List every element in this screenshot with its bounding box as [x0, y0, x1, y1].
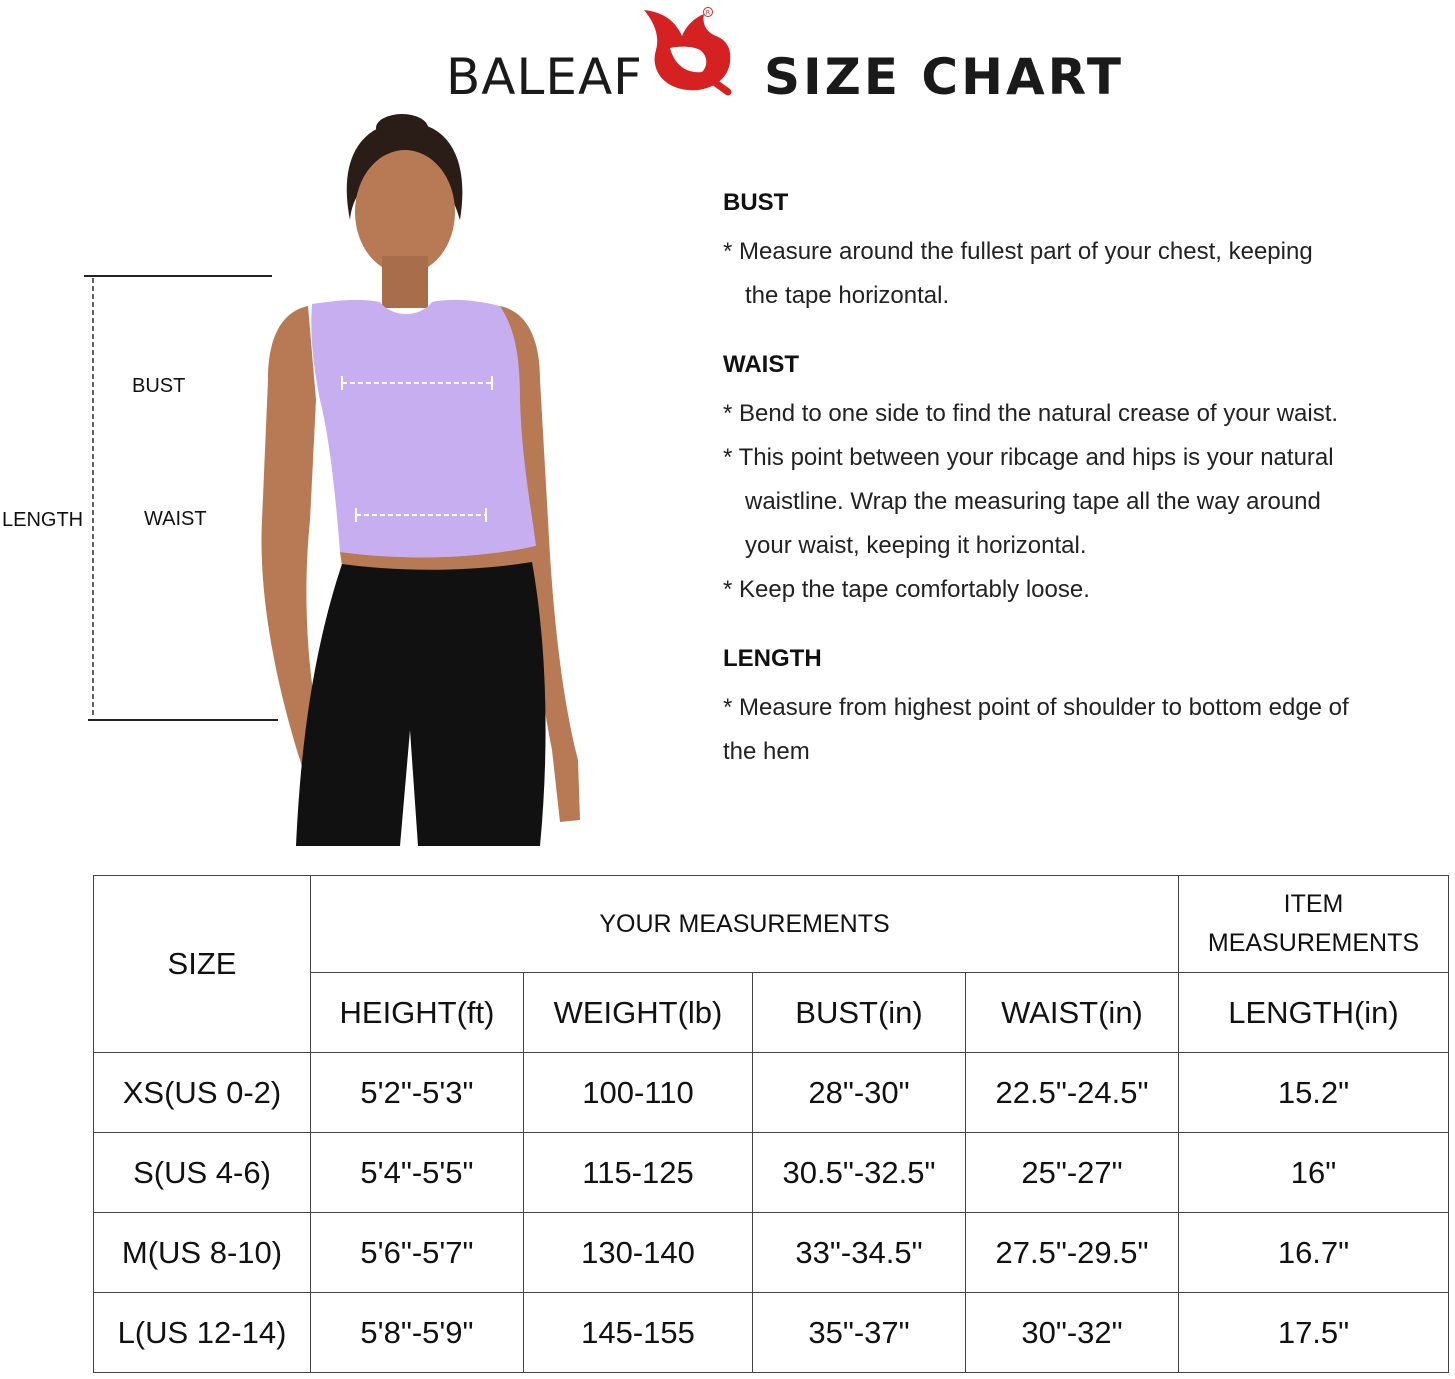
bust-instruction: * Measure around the fullest part of your chest, keeping	[723, 238, 1313, 265]
column-header: WAIST(in)	[966, 973, 1179, 1053]
table-cell: 5'6"-5'7"	[311, 1213, 524, 1293]
table-cell: 25"-27"	[966, 1133, 1179, 1213]
size-cell: M(US 8-10)	[94, 1213, 311, 1293]
table-row	[94, 1293, 1449, 1373]
size-table	[93, 875, 1449, 1373]
length-heading: LENGTH	[723, 645, 822, 672]
table-cell: 5'2"-5'3"	[311, 1053, 524, 1133]
table-cell: 30.5"-32.5"	[753, 1133, 966, 1213]
table-cell: 145-155	[524, 1293, 753, 1373]
size-header: SIZE	[94, 876, 311, 1053]
length-label: LENGTH	[2, 509, 84, 531]
waist-heading: WAIST	[723, 351, 799, 378]
your-measurements-header: YOUR MEASUREMENTS	[311, 876, 1179, 973]
length-instruction: * Measure from highest point of shoulder to bottom edge of	[723, 694, 1349, 721]
baleaf-leaf-logo-icon	[636, 6, 738, 98]
waist-label: WAIST	[144, 508, 207, 530]
table-cell: 16.7"	[1179, 1213, 1449, 1293]
table-row	[94, 1133, 1449, 1213]
size-cell: XS(US 0-2)	[94, 1053, 311, 1133]
table-header-row	[94, 876, 1449, 973]
column-header: WEIGHT(lb)	[524, 973, 753, 1053]
waist-instruction: * Bend to one side to find the natural crease of your waist.	[723, 400, 1339, 427]
bust-instruction: the tape horizontal.	[745, 282, 950, 309]
item-measurements-header: ITEM MEASUREMENTS	[1179, 876, 1449, 973]
table-row	[94, 1053, 1449, 1133]
size-cell: L(US 12-14)	[94, 1293, 311, 1373]
waist-instruction: your waist, keeping it horizontal.	[745, 532, 1087, 559]
table-cell: 5'8"-5'9"	[311, 1293, 524, 1373]
page-title: SIZE CHART	[764, 48, 1125, 106]
size-cell: S(US 4-6)	[94, 1133, 311, 1213]
table-cell: 5'4"-5'5"	[311, 1133, 524, 1213]
table-cell: 28"-30"	[753, 1053, 966, 1133]
table-row	[94, 1213, 1449, 1293]
table-cell: 33"-34.5"	[753, 1213, 966, 1293]
waist-instruction: * This point between your ribcage and hips is your natural	[723, 444, 1334, 471]
table-cell: 16"	[1179, 1133, 1449, 1213]
length-instruction: the hem	[723, 738, 810, 765]
column-header: BUST(in)	[753, 973, 966, 1053]
table-cell: 100-110	[524, 1053, 753, 1133]
table-cell: 15.2"	[1179, 1053, 1449, 1133]
table-cell: 115-125	[524, 1133, 753, 1213]
column-header: LENGTH(in)	[1179, 973, 1449, 1053]
model-figure	[0, 110, 700, 850]
waist-instruction: * Keep the tape comfortably loose.	[723, 576, 1090, 603]
column-header: HEIGHT(ft)	[311, 973, 524, 1053]
table-cell: 27.5"-29.5"	[966, 1213, 1179, 1293]
model-illustration	[0, 110, 700, 850]
table-cell: 35"-37"	[753, 1293, 966, 1373]
svg-text:R: R	[705, 9, 711, 17]
waist-instruction: waistline. Wrap the measuring tape all the way around	[745, 488, 1321, 515]
brand-name: BALEAF	[446, 48, 643, 106]
table-cell: 22.5"-24.5"	[966, 1053, 1179, 1133]
measurement-guide	[723, 188, 1443, 774]
leggings	[296, 562, 546, 846]
bust-heading: BUST	[723, 189, 789, 216]
table-cell: 30"-32"	[966, 1293, 1179, 1373]
tank-top	[311, 300, 536, 558]
bust-label: BUST	[132, 375, 186, 397]
table-cell: 130-140	[524, 1213, 753, 1293]
table-cell: 17.5"	[1179, 1293, 1449, 1373]
